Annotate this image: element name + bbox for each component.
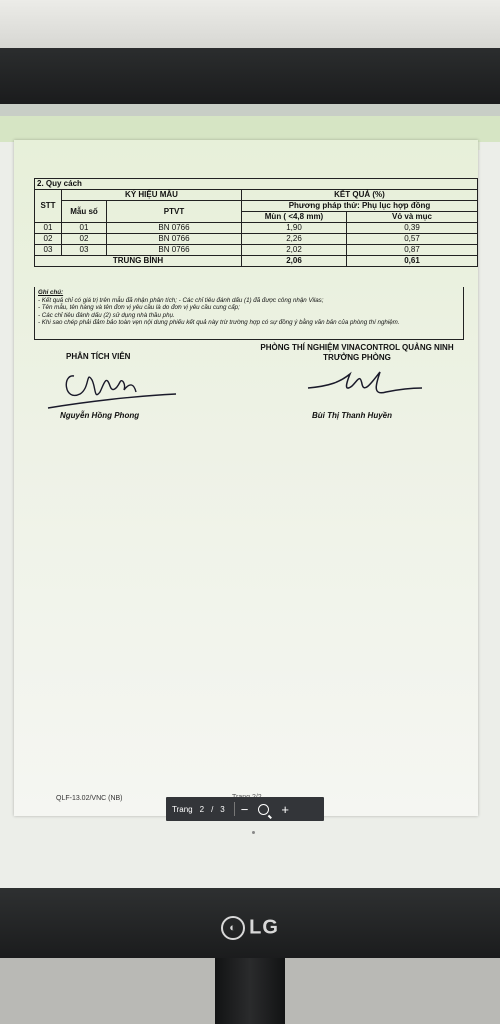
zoom-out-button[interactable]: −: [240, 801, 249, 817]
header-vo-va-muc: Vỏ và mục: [347, 212, 478, 223]
lab-name: PHÒNG THÍ NGHIỆM VINACONTROL QUẢNG NINH: [260, 343, 454, 352]
header-ptvt: PTVT: [107, 201, 242, 223]
total-pages: 3: [220, 804, 225, 814]
note-line: - Các chỉ tiêu đánh dấu (2) sử dụng nhà thầu phụ.: [38, 311, 175, 319]
analyst-title: PHÂN TÍCH VIÊN: [66, 352, 131, 361]
header-ky-hieu-mau: KÝ HIỆU MẪU: [62, 190, 242, 201]
head-name: Bùi Thị Thanh Huyền: [312, 411, 392, 420]
cell-mau-so: 03: [62, 245, 107, 256]
current-page-input[interactable]: 2: [199, 804, 205, 814]
average-mun: 2,06: [242, 256, 347, 267]
note-line: - Tên mẫu, tên hàng và tên đơn vị yêu cầu là do đơn vị yêu cầu cung cấp;: [38, 304, 240, 312]
cell-ptvt: BN 0766: [107, 223, 242, 234]
toolbar-divider: [234, 802, 235, 816]
zoom-in-button[interactable]: +: [281, 801, 289, 817]
cell-stt: 02: [35, 234, 62, 245]
monitor-bezel-top: [0, 48, 500, 106]
document-page: [14, 140, 478, 816]
head-title: TRƯỞNG PHÒNG: [323, 353, 391, 362]
cell-mau-so: 02: [62, 234, 107, 245]
average-label: TRUNG BÌNH: [35, 256, 242, 267]
cell-vo-va-muc: 0,87: [347, 245, 478, 256]
table-row: [35, 234, 478, 245]
viewer-top-bar: [0, 116, 500, 142]
lg-logo-icon: ◐: [221, 916, 245, 940]
cell-ptvt: BN 0766: [107, 245, 242, 256]
cell-vo-va-muc: 0,39: [347, 223, 478, 234]
form-code: QLF-13.02/VNC (NB): [56, 795, 123, 802]
note-line: - Khi sao chép phải đảm bảo toàn vẹn nội dung phiếu kết quả này trừ trường hợp có sự đồng ý bằng văn bản của phòng thí nghiệm.: [38, 319, 400, 327]
lab-signature-block: [250, 343, 464, 363]
page-label: Trang: [172, 804, 193, 814]
zoom-icon[interactable]: [258, 804, 269, 815]
cell-stt: 01: [35, 223, 62, 234]
header-ket-qua: KẾT QUẢ (%): [242, 190, 478, 201]
pdf-viewer-toolbar: [166, 797, 324, 821]
page-separator: /: [211, 804, 214, 814]
table-row: [35, 245, 478, 256]
header-mun: Mùn ( <4,8 mm): [242, 212, 347, 223]
cell-mun: 2,02: [242, 245, 347, 256]
average-vo-va-muc: 0,61: [347, 256, 478, 267]
screen-top-strip: [0, 104, 500, 116]
scroll-dot: [252, 831, 255, 834]
monitor-logo: [0, 916, 500, 940]
cell-mun: 2,26: [242, 234, 347, 245]
header-stt: STT: [35, 190, 62, 223]
brand-text: LG: [249, 916, 279, 939]
table-row: [35, 223, 478, 234]
cell-ptvt: BN 0766: [107, 234, 242, 245]
head-signature: [300, 364, 430, 404]
notes-box: [34, 287, 464, 340]
note-line: - Kết quả chỉ có giá trị trên mẫu đã nhận phân tích; - Các chỉ tiêu đánh dấu (1) đã được công nhận Vilas;: [38, 296, 324, 304]
cell-mun: 1,90: [242, 223, 347, 234]
analyst-signature: [44, 362, 184, 412]
analyst-name: Nguyễn Hồng Phong: [60, 411, 140, 420]
cell-stt: 03: [35, 245, 62, 256]
results-table: [34, 178, 478, 267]
monitor-stand: [215, 958, 285, 1024]
cell-mau-so: 01: [62, 223, 107, 234]
wall-background: [0, 0, 500, 50]
header-phuong-phap: Phương pháp thử: Phụ lục hợp đồng: [242, 201, 478, 212]
header-mau-so: Mẫu số: [62, 201, 107, 223]
section-title: 2. Quy cách: [35, 179, 478, 190]
average-row: [35, 256, 478, 267]
cell-vo-va-muc: 0,57: [347, 234, 478, 245]
notes-heading: Ghi chú:: [38, 289, 64, 296]
